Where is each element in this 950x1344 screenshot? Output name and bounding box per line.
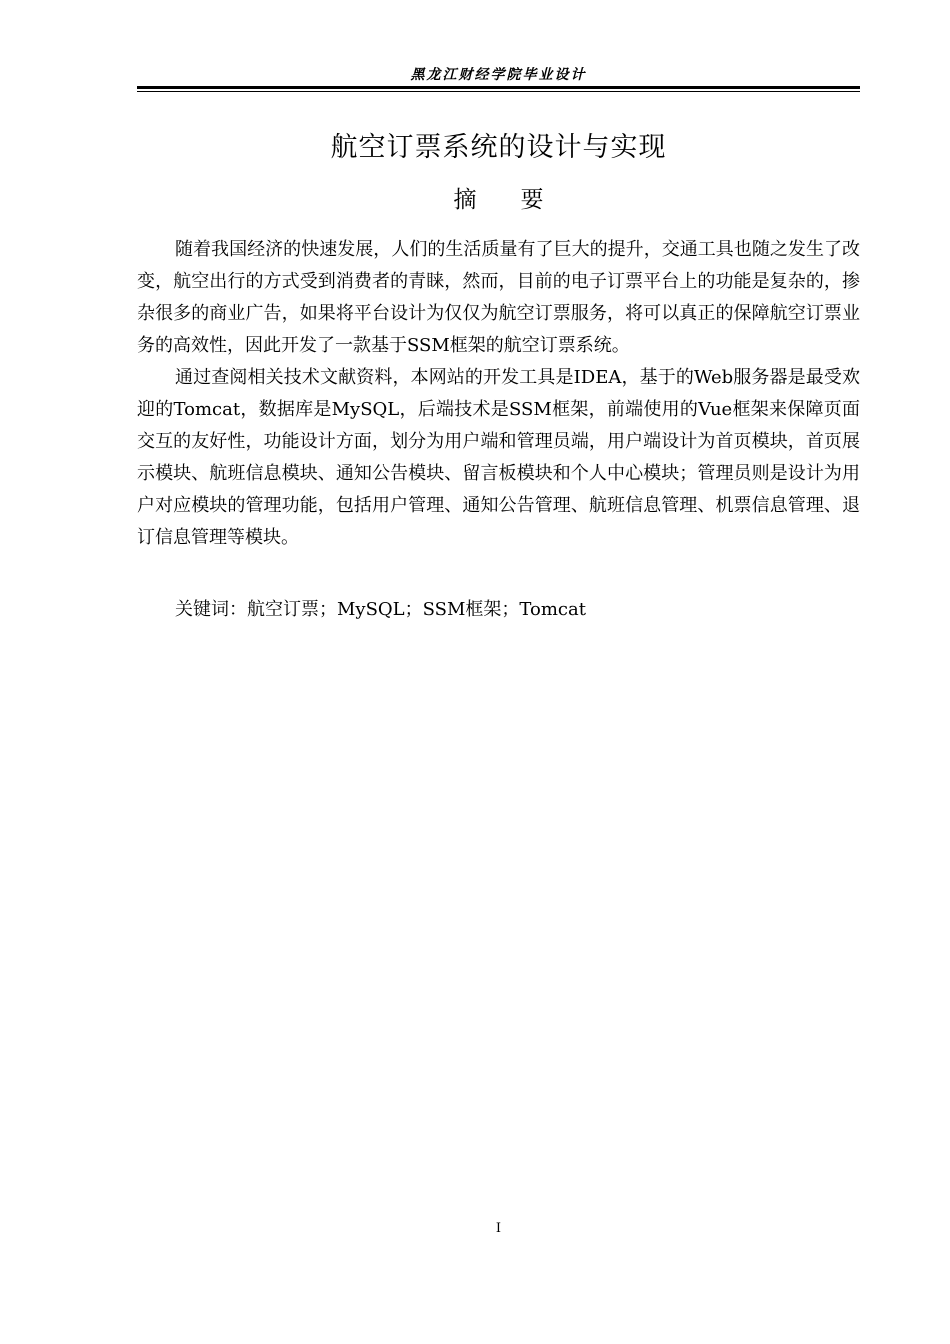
keywords-label: 关键词：: [175, 599, 247, 620]
document-title: 航空订票系统的设计与实现: [330, 132, 667, 163]
abstract-body: [137, 234, 860, 554]
running-header: 黑龙江财经学院毕业设计: [410, 67, 587, 83]
header-rule-thin: [137, 91, 860, 92]
abstract-paragraph-1: 随着我国经济的快速发展，人们的生活质量有了巨大的提升，交通工具也随之发生了改变，航空出行的方式受到消费者的青睐，然而，目前的电子订票平台上的功能是复杂的，掺杂很多的商业广告，如果将平台设计为仅仅为航空订票服务，将可以真正的保障航空订票业务的高效性，因此开发了一款基于SSM框架的航空订票系统。: [137, 239, 860, 356]
keywords-value: 航空订票；MySQL；SSM框架；Tomcat: [247, 599, 586, 620]
abstract-heading: 摘要: [453, 187, 588, 213]
keywords-line: [175, 594, 586, 626]
header-rule-thick: [137, 86, 860, 89]
abstract-paragraph-2: 通过查阅相关技术文献资料，本网站的开发工具是IDEA，基于的Web服务器是最受欢迎的Tomcat，数据库是MySQL，后端技术是SSM框架，前端使用的Vue框架来保障页面交互的友好性，功能设计方面，划分为用户端和管理员端，用户端设计为首页模块，首页展示模块、航班信息模块、通知公告模块、留言板模块和个人中心模块；管理员则是设计为用户对应模块的管理功能，包括用户管理、通知公告管理、航班信息管理、机票信息管理、退订信息管理等模块。: [137, 367, 860, 548]
page-number: I: [495, 1221, 502, 1236]
